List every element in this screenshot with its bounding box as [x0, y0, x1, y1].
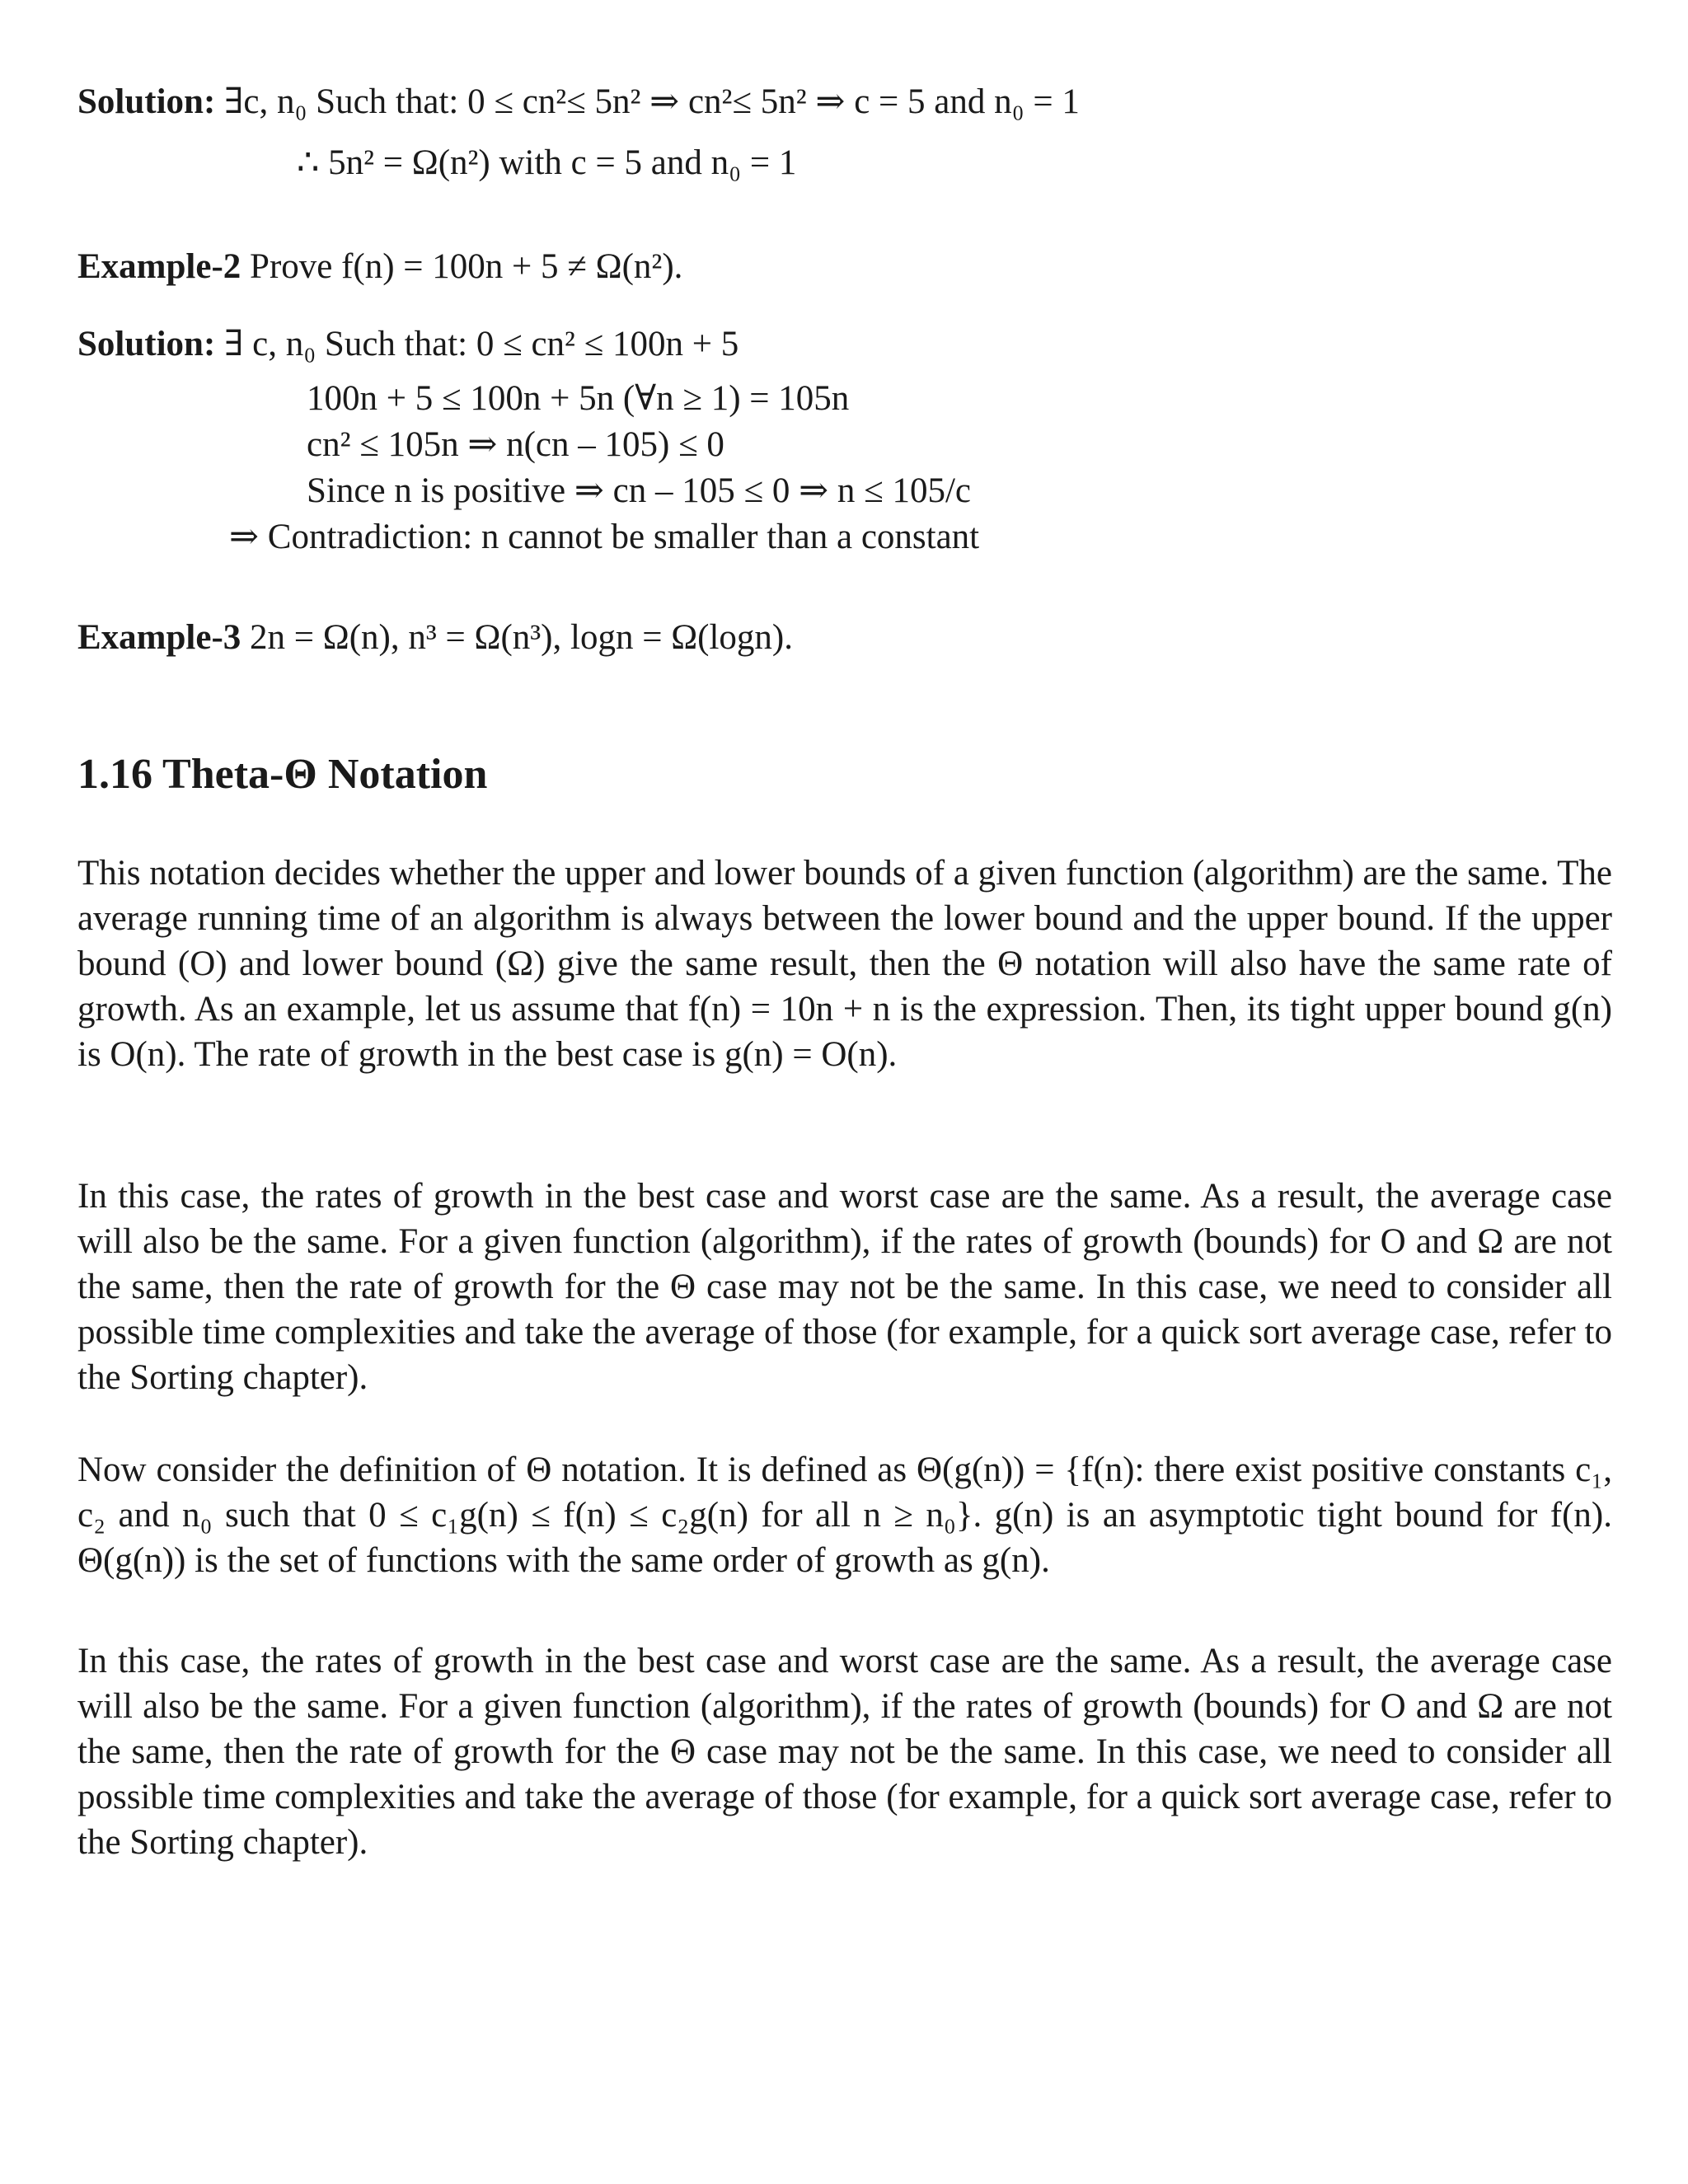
paragraph-1: This notation decides whether the upper and lower bounds of a given function (algorithm) are the same. The average running time of an algorithm is always between the lower bound and the upper bound. If the upper bound (O) and lower bound (Ω) give the same result, then the Θ notation will also have the same rate of growth. As an example, let us assume that f(n) = 10n + n is the expression. Then, its tight upper bound g(n) is O(n). The rate of growth in the best case is g(n) = O(n).	[77, 854, 1612, 1074]
example2-step3: Since n is positive ⇒ cn – 105 ≤ 0 ⇒ n ≤ 105/c	[307, 471, 971, 510]
example2-step1: 100n + 5 ≤ 100n + 5n (∀n ≥ 1) = 105n	[307, 379, 850, 418]
section-heading: 1.16 Theta-Θ Notation	[77, 751, 488, 798]
example3-statement: 2n = Ω(n), n³ = Ω(n³), logn = Ω(logn).	[250, 618, 793, 657]
example2-solution-text: ∃ c, n₀ Such that: 0 ≤ cn² ≤ 100n + 5	[224, 325, 739, 363]
example2-statement-line	[77, 244, 682, 290]
ex1-solution-line1	[77, 79, 1080, 125]
ex1-solution-text: ∃c, n₀ Such that: 0 ≤ cn²≤ 5n² ⇒ cn²≤ 5n² ⇒ c = 5 and n₀ = 1	[224, 82, 1080, 121]
example3-line	[77, 615, 793, 661]
paragraph-3: Now consider the definition of Θ notation. It is defined as Θ(g(n)) = {f(n): there exist positive constants c₁, c₂ and n₀ such that 0 ≤ c₁g(n) ≤ f(n) ≤ c₂g(n) for all n ≥ n₀}. g(n) is an asymptotic tight bound for f(n). Θ(g(n)) is the set of functions with the same order of growth as g(n).	[77, 1451, 1612, 1580]
paragraph-2: In this case, the rates of growth in the best case and worst case are the same. As a result, the average case will also be the same. For a given function (algorithm), if the rates of growth (bounds) for O and Ω are not the same, then the rate of growth for the Θ case may not be the same. In this case, we need to consider all possible time complexities and take the average of those (for example, for a quick sort average case, refer to the Sorting chapter).	[77, 1177, 1612, 1397]
example2-statement: Prove f(n) = 100n + 5 ≠ Ω(n²).	[250, 247, 683, 286]
example2-step2: cn² ≤ 105n ⇒ n(cn – 105) ≤ 0	[307, 425, 724, 464]
example2-step4: ⇒ Contradiction: n cannot be smaller than a constant	[229, 518, 980, 556]
example2-label: Example-2	[77, 247, 241, 286]
solution-label: Solution:	[77, 325, 216, 363]
example2-solution-line1	[77, 321, 738, 368]
ex1-solution-line2: ∴ 5n² = Ω(n²) with c = 5 and n₀ = 1	[297, 143, 797, 182]
paragraph-4: In this case, the rates of growth in the best case and worst case are the same. As a result, the average case will also be the same. For a given function (algorithm), if the rates of growth (bounds) for O and Ω are not the same, then the rate of growth for the Θ case may not be the same. In this case, we need to consider all possible time complexities and take the average of those (for example, for a quick sort average case, refer to the Sorting chapter).	[77, 1642, 1612, 1862]
example3-label: Example-3	[77, 618, 241, 657]
solution-label: Solution:	[77, 82, 216, 121]
